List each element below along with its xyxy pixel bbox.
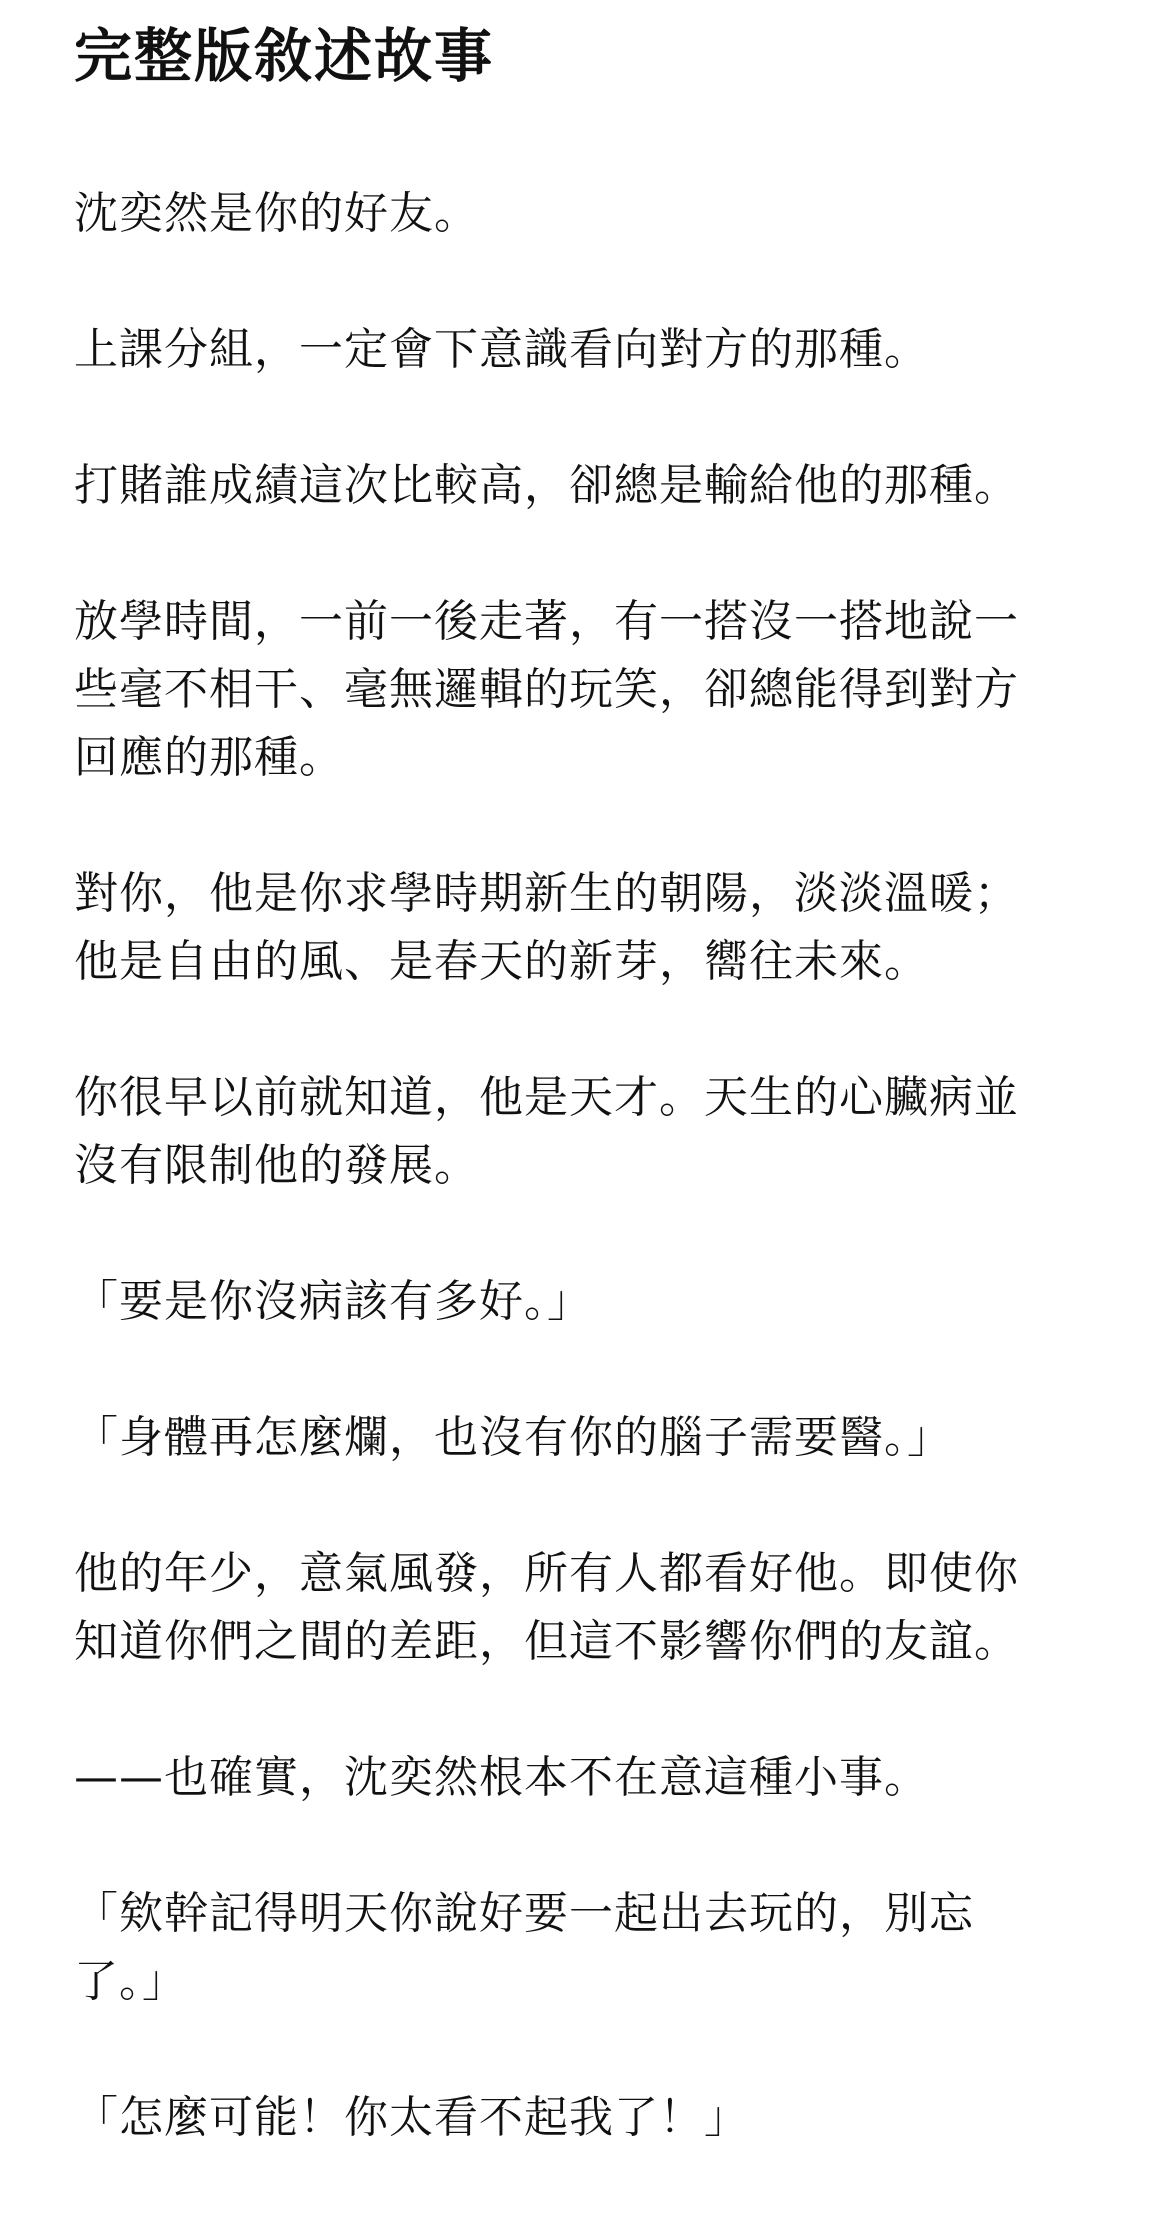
story-paragraph: 沈奕然是你的好友。 bbox=[74, 188, 479, 239]
story-page bbox=[74, 0, 1114, 2220]
page-title: 完整版敘述故事 bbox=[74, 22, 495, 90]
story-body bbox=[74, 180, 1114, 2152]
story-paragraph: 上課分組，一定會下意識看向對方的那種。 bbox=[74, 324, 929, 375]
story-paragraph: 放學時間，一前一後走著，有一搭沒一搭地說一 些毫不相干、毫無邏輯的玩笑，卻總能得到對方 回應的那種。 bbox=[74, 596, 1019, 783]
story-paragraph: 他的年少，意氣風發，所有人都看好他。即使你 知道你們之間的差距，但這不影響你們的友誼。 bbox=[74, 1548, 1019, 1667]
dialogue-line: 「要是你沒病該有多好。」 bbox=[74, 1276, 592, 1327]
dialogue-line: 「怎麼可能！你太看不起我了！」 bbox=[74, 2092, 749, 2143]
story-paragraph: 對你，他是你求學時期新生的朝陽，淡淡溫暖； 他是自由的風、是春天的新芽，嚮往未來。 bbox=[74, 868, 1019, 987]
dialogue-line: 「欸幹記得明天你說好要一起出去玩的，別忘 了。」 bbox=[74, 1888, 974, 2007]
story-paragraph: 打賭誰成績這次比較高，卻總是輸給他的那種。 bbox=[74, 460, 1019, 511]
dialogue-line: 「身體再怎麼爛，也沒有你的腦子需要醫。」 bbox=[74, 1412, 952, 1463]
story-paragraph: ——也確實，沈奕然根本不在意這種小事。 bbox=[74, 1752, 929, 1803]
story-paragraph: 你很早以前就知道，他是天才。天生的心臟病並 沒有限制他的發展。 bbox=[74, 1072, 1019, 1191]
